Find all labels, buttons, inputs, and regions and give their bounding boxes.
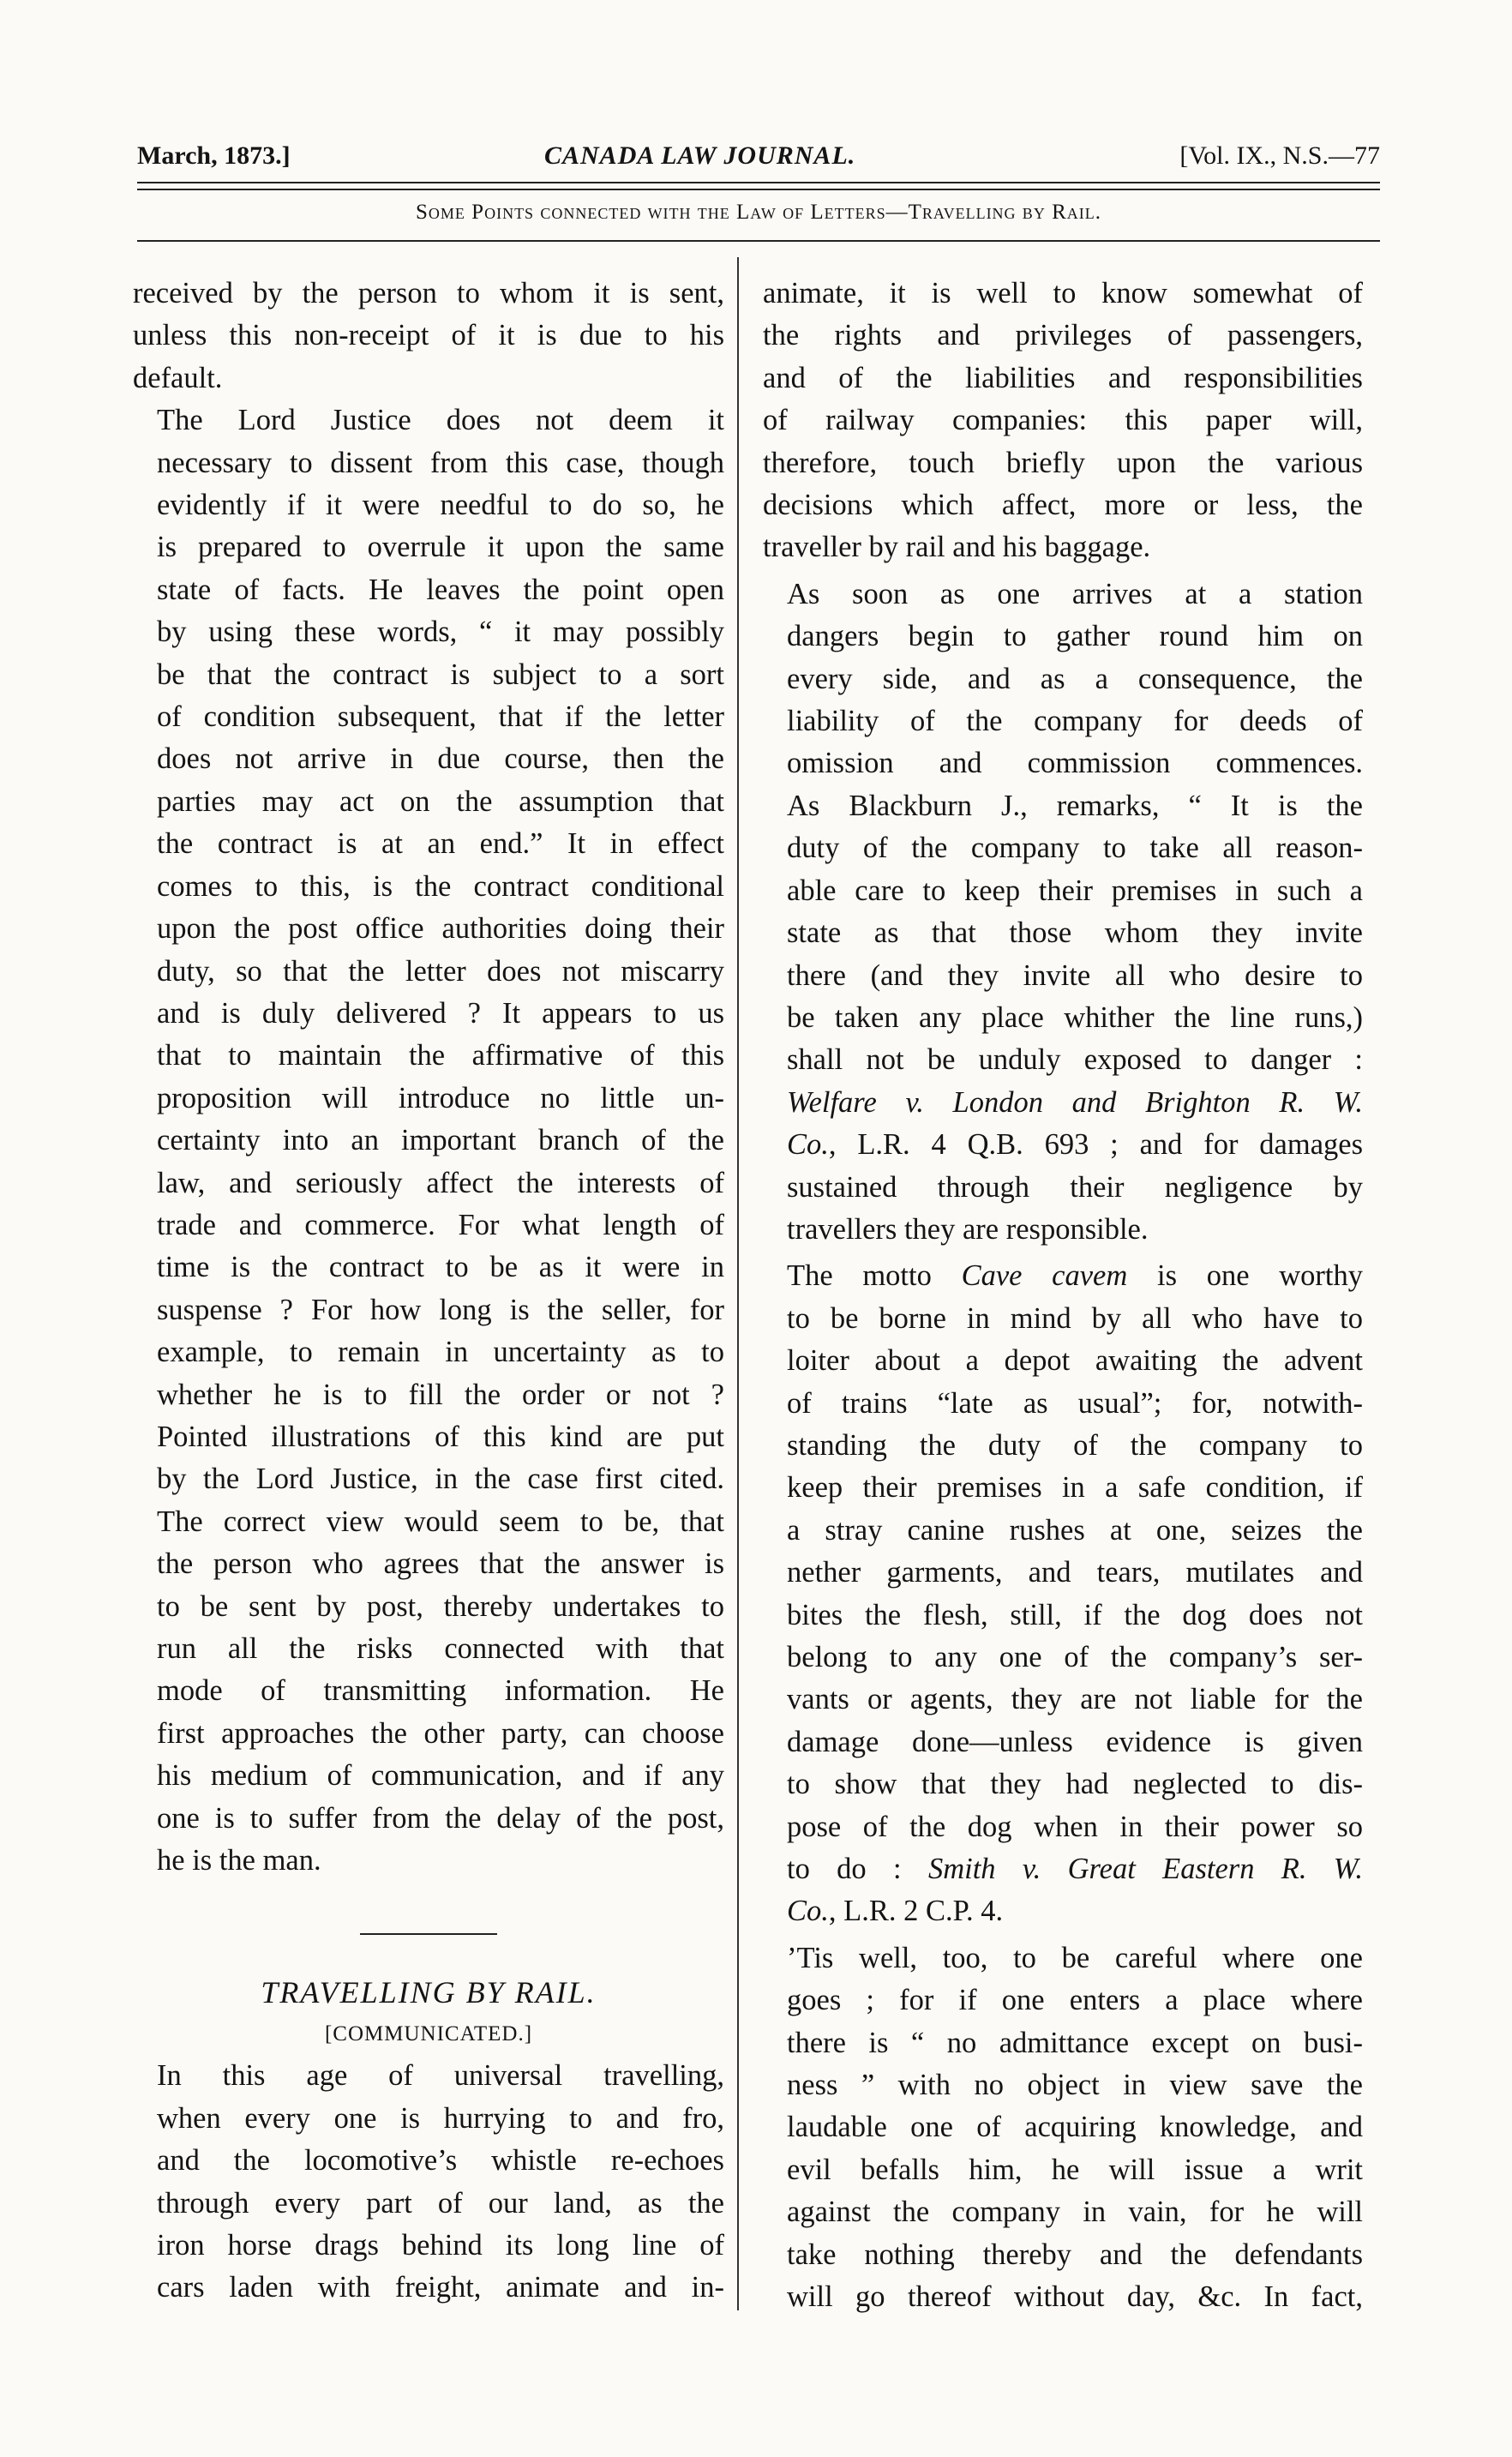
text-line: animate, it is well to know somewhat of: [763, 277, 1363, 309]
text-line: ’Tis well, too, to be careful where one: [787, 1941, 1363, 1974]
text-line: trade and commerce. For what length of: [157, 1208, 724, 1241]
text-line: run all the risks connected with that: [157, 1632, 724, 1665]
text-line: a stray canine rushes at one, seizes the: [787, 1513, 1363, 1547]
text-line: shall not be unduly exposed to danger :: [787, 1043, 1363, 1077]
text-line: dangers begin to gather round him on: [787, 620, 1363, 653]
text-line: nether garments, and tears, mutilates and: [787, 1556, 1363, 1589]
text-line: proposition will introduce no little un-: [157, 1081, 724, 1114]
text-line: there (and they invite all who desire to: [787, 958, 1363, 992]
text-line: be that the contract is subject to a sort: [157, 658, 724, 691]
text-line: parties may act on the assumption that: [157, 784, 724, 818]
volume-page-number: [Vol. IX., N.S.—77: [1179, 141, 1380, 170]
text-line: state as that those whom they invite: [787, 916, 1363, 950]
journal-title: CANADA LAW JOURNAL.: [544, 141, 856, 170]
text-line: his medium of communication, and if any: [157, 1759, 724, 1793]
text-line: to show that they had neglected to dis-: [787, 1768, 1363, 1801]
text-line: In this age of universal travelling,: [157, 2059, 724, 2093]
running-title: Some Points connected with the Law of Letters—Travelling by Rail.: [416, 201, 1101, 224]
text-line: sustained through their negligence by: [787, 1170, 1363, 1204]
right-column: [763, 273, 1363, 2319]
section-separator: [360, 1933, 497, 1935]
case-citation-part: Co.: [787, 1895, 829, 1928]
text-line: [763, 1255, 1363, 1297]
text-line: received by the person to whom it is sent,: [133, 277, 724, 309]
text-line: default.: [133, 361, 223, 394]
text-line: time is the contract to be as it were in: [157, 1251, 724, 1284]
article-title: TRAVELLING BY RAIL.: [261, 1975, 597, 2010]
page-header: [137, 137, 1380, 175]
text-line: Pointed illustrations of this kind are put: [157, 1420, 724, 1453]
text-line: law, and seriously affect the interests of: [157, 1166, 724, 1199]
text-line: able care to keep their premises in such a: [787, 874, 1363, 907]
text-line: goes ; for if one enters a place where: [787, 1984, 1363, 2017]
text-line: certainty into an important branch of the: [157, 1124, 724, 1157]
text-line: suspense ? For how long is the seller, for: [157, 1293, 724, 1326]
text-line: As soon as one arrives at a station: [787, 577, 1363, 610]
text-line: decisions which affect, more or less, the: [763, 489, 1363, 522]
text-line: through every part of our land, as the: [157, 2186, 724, 2220]
text-line: does not arrive in due course, then the: [157, 742, 724, 776]
text-line: duty, so that the letter does not miscarry: [157, 954, 724, 988]
text-line: pose of the dog when in their power so: [787, 1810, 1363, 1843]
text-line: bites the flesh, still, if the dog does not: [787, 1598, 1363, 1631]
header-double-rule: [137, 182, 1380, 190]
text-line: ness ” with no object in view save the: [787, 2069, 1363, 2102]
latin-motto: Cave cavem: [961, 1259, 1128, 1293]
text-span: to do :: [787, 1853, 928, 1886]
text-line: evidently if it were needful to do so, he: [157, 489, 724, 522]
text-line: As Blackburn J., remarks, “ It is the: [787, 789, 1363, 822]
left-column: [133, 273, 724, 2310]
text-line: traveller by rail and his baggage.: [763, 531, 1151, 564]
paragraph-station-dangers: [763, 574, 1363, 1252]
case-citation-part: Co.: [787, 1128, 829, 1162]
text-line: keep their premises in a safe condition, if: [787, 1471, 1363, 1505]
text-line: one is to suffer from the delay of the post,: [157, 1801, 724, 1835]
text-line: vants or agents, they are not liable for the: [787, 1683, 1363, 1716]
text-line: will go thereof without day, &c. In fact,: [787, 2280, 1363, 2314]
text-line: damage done—unless evidence is given: [787, 1725, 1363, 1758]
text-line: unless this non-receipt of it is due to his: [133, 319, 724, 352]
citation-reference: , L.R. 4 Q.B. 693 ; and for damages: [828, 1128, 1363, 1162]
text-line: of railway companies: this paper will,: [763, 404, 1363, 437]
text-line: liability of the company for deeds of: [787, 705, 1363, 738]
text-line: and the locomotive’s whistle re-echoes: [157, 2144, 724, 2178]
text-span: The motto: [787, 1259, 962, 1293]
text-line: whether he is to fill the order or not ?: [157, 1378, 724, 1411]
paragraph-lord-justice: [133, 399, 724, 1882]
text-line: duty of the company to take all reason-: [787, 832, 1363, 865]
text-line: the person who agrees that the answer is: [157, 1547, 724, 1581]
text-line: The Lord Justice does not deem it: [157, 404, 724, 437]
text-line: upon the post office authorities doing their: [157, 912, 724, 946]
text-line: by using these words, “ it may possibly: [157, 616, 724, 649]
text-line: laudable one of acquiring knowledge, and: [787, 2111, 1363, 2144]
text-line: belong to any one of the company’s ser-: [787, 1641, 1363, 1673]
text-line: [763, 1124, 1363, 1166]
text-line: every side, and as a consequence, the: [787, 662, 1363, 695]
text-line: to be sent by post, thereby undertakes to: [157, 1589, 724, 1623]
text-line: [763, 1848, 1363, 1890]
text-line: The correct view would seem to be, that: [157, 1505, 724, 1538]
paragraph-rights-passengers: [763, 273, 1363, 569]
text-line: first approaches the other party, can choose: [157, 1716, 724, 1750]
column-divider: [737, 257, 739, 2310]
text-line: loiter about a depot awaiting the advent: [787, 1344, 1363, 1378]
text-line: and is duly delivered ? It appears to us: [157, 996, 724, 1030]
text-line: and of the liabilities and responsibilities: [763, 361, 1363, 394]
text-line: against the company in vain, for he will: [787, 2196, 1363, 2229]
text-span: is one worthy: [1127, 1259, 1363, 1293]
text-line: [763, 1890, 1363, 1932]
citation-reference: , L.R. 2 C.P. 4.: [828, 1895, 1004, 1928]
paragraph-cave-cavem: [763, 1255, 1363, 1933]
text-line: necessary to dissent from this case, though: [157, 446, 724, 479]
text-line: be taken any place whither the line runs,): [787, 1000, 1363, 1034]
text-line: cars laden with freight, animate and in-: [157, 2271, 724, 2304]
title-rule: [137, 240, 1380, 242]
text-line: there is “ no admittance except on busi-: [787, 2026, 1363, 2059]
text-line: the contract is at an end.” It in effect: [157, 827, 724, 861]
text-line: state of facts. He leaves the point open: [157, 573, 724, 606]
text-line: mode of transmitting information. He: [157, 1674, 724, 1708]
text-line: iron horse drags behind its long line of: [157, 2229, 724, 2262]
text-line: of condition subsequent, that if the letter: [157, 700, 724, 734]
paragraph-letters-end: [133, 273, 724, 399]
text-line: example, to remain in uncertainty as to: [157, 1336, 724, 1369]
text-line: that to maintain the affirmative of this: [157, 1039, 724, 1072]
article-subtitle: [COMMUNICATED.]: [324, 2022, 533, 2046]
text-line: of trains “late as usual”; for, notwith-: [787, 1386, 1363, 1420]
case-citation: Welfare v. London and Brighton R. W.: [787, 1085, 1363, 1119]
text-line: standing the duty of the company to: [787, 1428, 1363, 1462]
text-line: he is the man.: [157, 1844, 321, 1877]
text-line: travellers they are responsible.: [787, 1212, 1149, 1246]
text-line: is prepared to overrule it upon the same: [157, 531, 724, 564]
text-line: when every one is hurrying to and fro,: [157, 2101, 724, 2135]
text-line: by the Lord Justice, in the case first cited.: [157, 1463, 724, 1496]
paragraph-travelling-intro: [133, 2055, 724, 2309]
text-line: to be borne in mind by all who have to: [787, 1301, 1363, 1335]
paragraph-no-admittance: [763, 1937, 1363, 2319]
text-line: take nothing thereby and the defendants: [787, 2238, 1363, 2271]
text-line: therefore, touch briefly upon the various: [763, 446, 1363, 479]
text-line: evil befalls him, he will issue a writ: [787, 2153, 1363, 2186]
text-line: the rights and privileges of passengers,: [763, 319, 1363, 352]
text-line: comes to this, is the contract conditional: [157, 869, 724, 903]
issue-date: March, 1873.]: [137, 141, 291, 170]
text-line: omission and commission commences.: [787, 747, 1363, 780]
case-citation: Smith v. Great Eastern R. W.: [927, 1853, 1364, 1886]
